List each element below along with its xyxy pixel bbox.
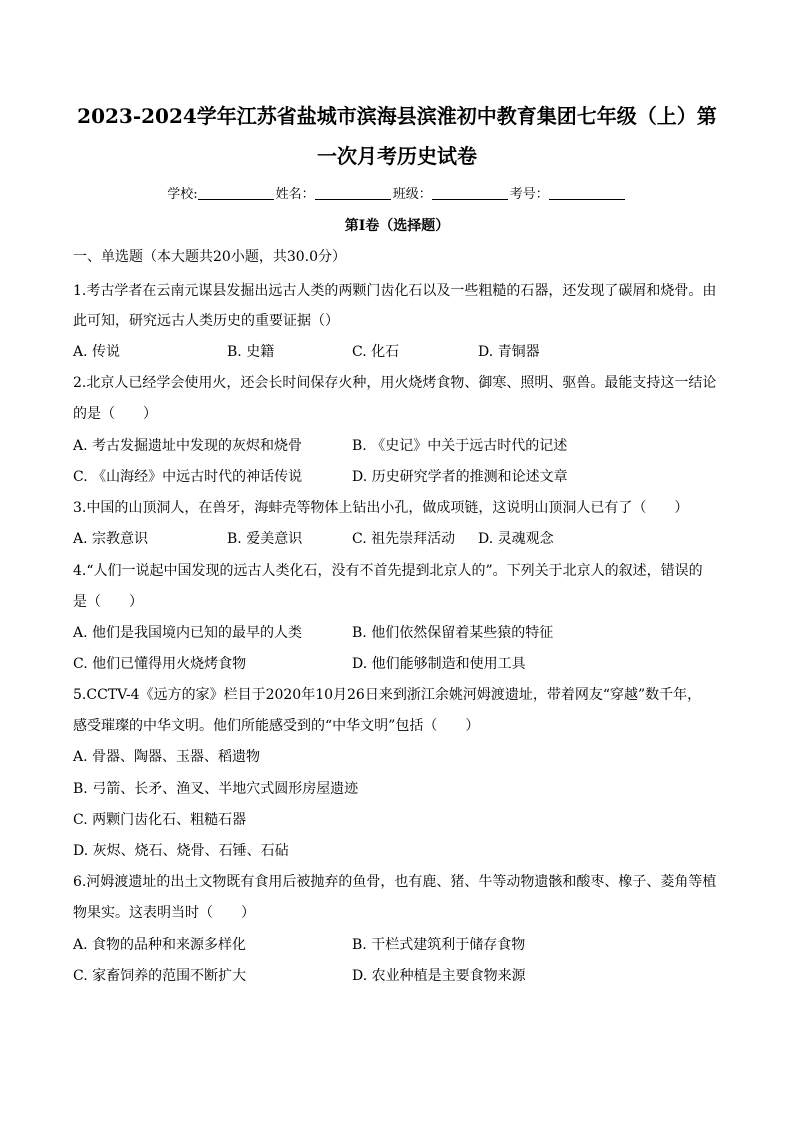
question-3-option-a[interactable]: A. 宗教意识 xyxy=(73,531,149,547)
question-1-stem-line2: 此可知，研究远古人类历史的重要证据（） xyxy=(73,313,339,329)
number-label: 考号： xyxy=(509,187,549,202)
question-2-option-a[interactable]: A. 考古发掘遗址中发现的灰烬和烧骨 xyxy=(73,438,303,454)
question-4-stem-line2: 是（ ） xyxy=(73,594,143,610)
question-6-option-a[interactable]: A. 食物的品种和来源多样化 xyxy=(73,937,247,953)
question-3-option-b[interactable]: B. 爱美意识 xyxy=(227,531,303,547)
question-5-option-b[interactable]: B. 弓箭、长矛、渔叉、半地穴式圆形房屋遗迹 xyxy=(73,781,359,797)
question-3-option-d[interactable]: D. 灵魂观念 xyxy=(478,531,554,547)
question-5-option-c[interactable]: C. 两颗门齿化石、粗糙石器 xyxy=(73,812,247,828)
question-1-option-b[interactable]: B. 史籍 xyxy=(227,344,275,360)
question-4-option-d[interactable]: D. 他们能够制造和使用工具 xyxy=(352,656,526,672)
question-6-option-b[interactable]: B. 干栏式建筑利于储存食物 xyxy=(352,937,526,953)
question-2-stem-line2: 的是（ ） xyxy=(73,406,157,422)
student-info-row xyxy=(0,186,794,204)
class-label: 班级： xyxy=(392,187,432,202)
question-2-option-c[interactable]: C. 《山海经》中远古时代的神话传说 xyxy=(73,469,303,485)
question-1-stem-line1: 1.考古学者在云南元谋县发掘出远古人类的两颗门齿化石以及一些粗糙的石器，还发现了碳屑和烧骨。由 xyxy=(73,283,717,299)
name-label: 姓名： xyxy=(275,187,315,202)
question-5-stem-line2: 感受璀璨的中华文明。他们所能感受到的“中华文明”包括（ ） xyxy=(73,718,480,734)
question-6-option-c[interactable]: C. 家畜饲养的范围不断扩大 xyxy=(73,968,247,984)
name-blank[interactable] xyxy=(315,186,391,200)
question-6-stem-line1: 6.河姆渡遗址的出土文物既有食用后被抛弃的鱼骨，也有鹿、猪、牛等动物遗骸和酸枣、橡子、菱角等植 xyxy=(73,874,717,890)
question-5-stem-line1: 5.CCTV-4《远方的家》栏目于2020年10月26日来到浙江余姚河姆渡遗址，带着网友“穿越”数千年， xyxy=(73,687,702,703)
question-6-option-d[interactable]: D. 农业种植是主要食物来源 xyxy=(352,968,526,984)
question-2-option-b[interactable]: B. 《史记》中关于远古时代的记述 xyxy=(352,438,568,454)
number-blank[interactable] xyxy=(549,186,625,200)
question-5-option-a[interactable]: A. 骨器、陶器、玉器、稻遗物 xyxy=(73,749,261,765)
school-blank[interactable] xyxy=(198,186,274,200)
question-4-option-c[interactable]: C. 他们已懂得用火烧烤食物 xyxy=(73,656,247,672)
question-1-option-d[interactable]: D. 青铜器 xyxy=(478,344,540,360)
section-title: 第I卷（选择题） xyxy=(344,218,450,234)
question-3-stem-line1: 3.中国的山顶洞人，在兽牙，海蚌壳等物体上钻出小孔，做成项链，这说明山顶洞人已有了（ ） xyxy=(73,500,689,516)
question-4-option-b[interactable]: B. 他们依然保留着某些猿的特征 xyxy=(352,625,554,641)
question-1-option-c[interactable]: C. 化石 xyxy=(352,344,400,360)
question-5-option-d[interactable]: D. 灰烬、烧石、烧骨、石锤、石砧 xyxy=(73,843,289,859)
question-4-option-a[interactable]: A. 他们是我国境内已知的最早的人类 xyxy=(73,625,303,641)
question-2-option-d[interactable]: D. 历史研究学者的推测和论述文章 xyxy=(352,469,568,485)
question-4-stem-line1: 4.“人们一说起中国发现的远古人类化石，没有不首先提到北京人的”。下列关于北京人的叙述，错误的 xyxy=(73,563,703,579)
question-6-stem-line2: 物果实。这表明当时（ ） xyxy=(73,905,255,921)
question-3-option-c[interactable]: C. 祖先崇拜活动 xyxy=(352,531,456,547)
part-heading: 一、单选题（本大题共20小题，共30.0分） xyxy=(73,249,346,265)
exam-title-line1: 2023-2024学年江苏省盐城市滨海县滨淮初中教育集团七年级（上）第 xyxy=(77,104,717,128)
question-2-stem-line1: 2.北京人已经学会使用火，还会长时间保存火种，用火烧烤食物、御寒、照明、驱兽。最能支持这一结论 xyxy=(73,375,717,391)
question-1-option-a[interactable]: A. 传说 xyxy=(73,344,121,360)
school-label: 学校: xyxy=(167,187,198,202)
class-blank[interactable] xyxy=(432,186,508,200)
exam-title-line2: 一次月考历史试卷 xyxy=(317,144,477,168)
